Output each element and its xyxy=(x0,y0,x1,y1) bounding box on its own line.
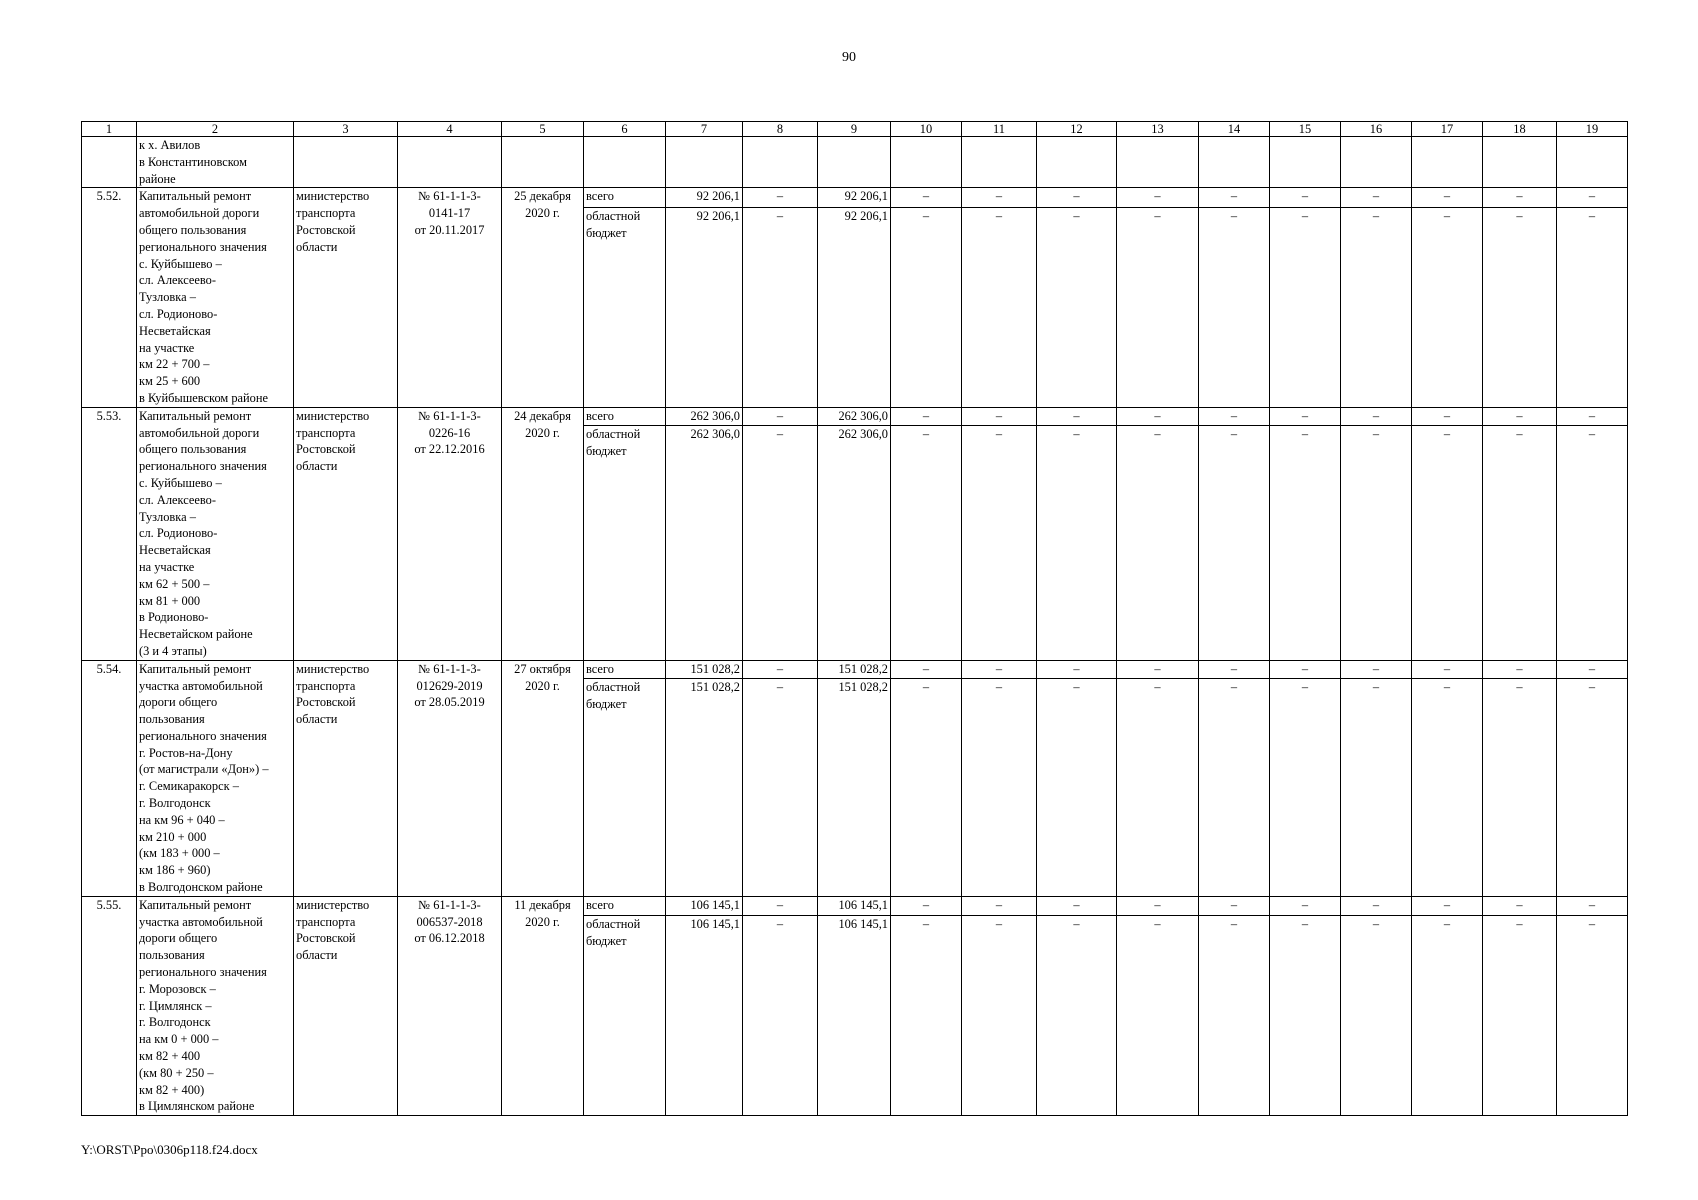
empty-cell xyxy=(1199,137,1270,188)
object-name-line: Капитальный ремонт xyxy=(139,189,252,204)
column-header: 6 xyxy=(584,122,666,137)
empty-cell xyxy=(1037,137,1117,188)
value-cell: – xyxy=(1117,407,1199,425)
customer-line: министерство xyxy=(296,897,370,912)
value-cell: – xyxy=(891,208,962,407)
funding-source xyxy=(584,679,666,896)
object-name-line: в Родионово- xyxy=(139,610,209,625)
object-name-line: регионального значения xyxy=(139,239,267,254)
expertise-document-line: № 61-1-1-3- xyxy=(418,897,481,912)
value-cell: – xyxy=(1483,425,1557,660)
row-number: 5.54. xyxy=(82,660,137,896)
value-cell: – xyxy=(1270,896,1341,915)
funding-source-line: всего xyxy=(586,661,614,676)
value-cell: – xyxy=(1483,188,1557,208)
value-cell: – xyxy=(1270,916,1341,1116)
customer-line: транспорта xyxy=(296,206,356,221)
funding-source xyxy=(584,916,666,1116)
customer-line: министерство xyxy=(296,189,370,204)
completion-date xyxy=(502,896,584,1115)
expertise-document-line: 0226-16 xyxy=(428,425,471,440)
object-name-line: (км 183 + 000 – xyxy=(139,846,220,861)
value-cell: – xyxy=(1557,896,1628,915)
column-header: 14 xyxy=(1199,122,1270,137)
object-name-line: Несветайском районе xyxy=(139,627,253,642)
funding-source-line: бюджет xyxy=(586,443,627,458)
value-cell: – xyxy=(1270,425,1341,660)
value-cell: – xyxy=(1412,407,1483,425)
value-cell: – xyxy=(1341,407,1412,425)
object-name-line: в Цимлянском районе xyxy=(139,1099,255,1114)
customer-line: Ростовской xyxy=(296,222,356,237)
value-cell: – xyxy=(891,188,962,208)
funding-source-line: областной xyxy=(586,917,641,931)
value-cell: – xyxy=(1199,660,1270,679)
expertise-document-line: от 06.12.2018 xyxy=(414,931,485,946)
table-row xyxy=(82,188,1628,208)
object-name-cell xyxy=(137,137,294,188)
value-cell: – xyxy=(1412,896,1483,915)
object-name-line: г. Волгодонск xyxy=(139,796,211,811)
object-name-line: с. Куйбышево – xyxy=(139,475,222,490)
object-name-line: сл. Алексеево- xyxy=(139,492,216,507)
customer-line: области xyxy=(296,459,338,474)
column-header: 19 xyxy=(1557,122,1628,137)
object-name-line: Тузловка – xyxy=(139,509,196,524)
value-cell: – xyxy=(962,425,1037,660)
amount-2020: 262 306,0 xyxy=(818,407,891,425)
object-name-cell-line: в Константиновском xyxy=(139,154,247,169)
value-cell: – xyxy=(1037,916,1117,1116)
row-number: 5.55. xyxy=(82,896,137,1115)
row-number-cell xyxy=(82,137,137,188)
empty-cell xyxy=(891,137,962,188)
value-cell: – xyxy=(1199,896,1270,915)
value-cell: – xyxy=(743,896,818,915)
object-name-line: км 82 + 400) xyxy=(139,1082,205,1097)
total-amount: 92 206,1 xyxy=(666,208,743,407)
empty-cell xyxy=(398,137,502,188)
value-cell: – xyxy=(1483,916,1557,1116)
object-name xyxy=(137,407,294,660)
value-cell: – xyxy=(962,679,1037,896)
value-cell: – xyxy=(1037,407,1117,425)
value-cell: – xyxy=(1199,425,1270,660)
column-header: 12 xyxy=(1037,122,1117,137)
object-name-line: Капитальный ремонт xyxy=(139,661,252,676)
object-name-line: автомобильной дороги xyxy=(139,206,260,221)
expertise-document-line: от 28.05.2019 xyxy=(414,695,485,710)
column-header: 8 xyxy=(743,122,818,137)
completion-date-line: 11 декабря xyxy=(514,897,571,912)
value-cell: – xyxy=(1412,679,1483,896)
total-amount: 262 306,0 xyxy=(666,407,743,425)
expertise-document xyxy=(398,188,502,407)
table-row xyxy=(82,896,1628,915)
value-cell: – xyxy=(962,188,1037,208)
value-cell: – xyxy=(1199,407,1270,425)
column-header: 11 xyxy=(962,122,1037,137)
value-cell: – xyxy=(1199,679,1270,896)
value-cell: – xyxy=(1557,916,1628,1116)
value-cell: – xyxy=(1341,208,1412,407)
completion-date-line: 27 октября xyxy=(514,661,571,676)
expertise-document-line: № 61-1-1-3- xyxy=(418,408,481,423)
value-cell: – xyxy=(891,896,962,915)
column-header: 7 xyxy=(666,122,743,137)
object-name-line: регионального значения xyxy=(139,459,267,474)
value-cell: – xyxy=(1270,679,1341,896)
funding-source xyxy=(584,660,666,679)
object-name-line: г. Семикаракорск – xyxy=(139,779,239,794)
empty-cell xyxy=(502,137,584,188)
total-amount: 106 145,1 xyxy=(666,896,743,915)
object-name-line: общего пользования xyxy=(139,442,247,457)
customer-line: министерство xyxy=(296,408,370,423)
total-amount: 92 206,1 xyxy=(666,188,743,208)
column-header: 17 xyxy=(1412,122,1483,137)
value-cell: – xyxy=(1270,188,1341,208)
budget-table xyxy=(81,121,1628,1116)
object-name-line: сл. Родионово- xyxy=(139,306,218,321)
object-name-line: на км 96 + 040 – xyxy=(139,812,225,827)
object-name-line: автомобильной дороги xyxy=(139,425,260,440)
funding-source-line: всего xyxy=(586,189,614,204)
value-cell: – xyxy=(891,660,962,679)
table-row xyxy=(82,137,1628,188)
value-cell: – xyxy=(1557,407,1628,425)
total-amount: 106 145,1 xyxy=(666,916,743,1116)
object-name-line: г. Цимлянск – xyxy=(139,998,212,1013)
object-name-line: дороги общего xyxy=(139,931,218,946)
completion-date xyxy=(502,660,584,896)
table-body xyxy=(82,122,1628,1116)
column-header: 1 xyxy=(82,122,137,137)
value-cell: – xyxy=(1341,896,1412,915)
customer xyxy=(294,407,398,660)
expertise-document xyxy=(398,896,502,1115)
object-name-line: Тузловка – xyxy=(139,290,196,305)
empty-cell xyxy=(1557,137,1628,188)
object-name xyxy=(137,660,294,896)
object-name-line: в Куйбышевском районе xyxy=(139,390,268,405)
value-cell: – xyxy=(1037,425,1117,660)
empty-cell xyxy=(818,137,891,188)
value-cell: – xyxy=(1117,916,1199,1116)
total-amount: 151 028,2 xyxy=(666,660,743,679)
column-header: 15 xyxy=(1270,122,1341,137)
value-cell: – xyxy=(743,208,818,407)
table-row xyxy=(82,660,1628,679)
value-cell: – xyxy=(743,679,818,896)
object-name-line: сл. Родионово- xyxy=(139,526,218,541)
column-header: 16 xyxy=(1341,122,1412,137)
object-name-line: Несветайская xyxy=(139,543,211,558)
completion-date xyxy=(502,407,584,660)
empty-cell xyxy=(1483,137,1557,188)
total-amount: 151 028,2 xyxy=(666,679,743,896)
customer-line: области xyxy=(296,948,338,963)
object-name-line: км 22 + 700 – xyxy=(139,357,210,372)
value-cell: – xyxy=(891,425,962,660)
customer xyxy=(294,660,398,896)
customer xyxy=(294,188,398,407)
completion-date-line: 2020 г. xyxy=(525,678,560,693)
object-name-line: км 62 + 500 – xyxy=(139,576,210,591)
object-name-line: км 186 + 960) xyxy=(139,863,211,878)
value-cell: – xyxy=(891,916,962,1116)
funding-source xyxy=(584,407,666,425)
value-cell: – xyxy=(1483,660,1557,679)
completion-date xyxy=(502,188,584,407)
expertise-document-line: 012629-2019 xyxy=(416,678,483,693)
completion-date-line: 2020 г. xyxy=(525,425,560,440)
object-name-line: км 81 + 000 xyxy=(139,593,201,608)
object-name-line: участка автомобильной xyxy=(139,914,263,929)
customer-line: Ростовской xyxy=(296,695,356,710)
customer-line: транспорта xyxy=(296,914,356,929)
file-path-footer: Y:\ORST\Ppo\0306p118.f24.docx xyxy=(81,1142,258,1157)
value-cell: – xyxy=(1341,188,1412,208)
object-name-line: г. Морозовск – xyxy=(139,981,216,996)
funding-source xyxy=(584,188,666,208)
value-cell: – xyxy=(1117,896,1199,915)
value-cell: – xyxy=(1199,188,1270,208)
value-cell: – xyxy=(1483,896,1557,915)
value-cell: – xyxy=(1199,916,1270,1116)
expertise-document-line: 0141-17 xyxy=(428,206,471,221)
object-name-line: г. Ростов-на-Дону xyxy=(139,745,233,760)
value-cell: – xyxy=(743,188,818,208)
value-cell: – xyxy=(743,916,818,1116)
funding-source-line: бюджет xyxy=(586,933,627,948)
customer-line: Ростовской xyxy=(296,931,356,946)
amount-2020: 92 206,1 xyxy=(818,208,891,407)
object-name-line: г. Волгодонск xyxy=(139,1015,211,1030)
empty-cell xyxy=(1341,137,1412,188)
object-name-line: на участке xyxy=(139,340,195,355)
empty-cell xyxy=(962,137,1037,188)
value-cell: – xyxy=(1199,208,1270,407)
value-cell: – xyxy=(962,916,1037,1116)
total-amount: 262 306,0 xyxy=(666,425,743,660)
object-name-line: на участке xyxy=(139,559,195,574)
customer-line: транспорта xyxy=(296,425,356,440)
funding-source xyxy=(584,896,666,915)
amount-2020: 92 206,1 xyxy=(818,188,891,208)
value-cell: – xyxy=(1557,660,1628,679)
value-cell: – xyxy=(1117,679,1199,896)
funding-source xyxy=(584,208,666,407)
header-row xyxy=(82,122,1628,137)
expertise-document xyxy=(398,407,502,660)
value-cell: – xyxy=(891,407,962,425)
empty-cell xyxy=(1412,137,1483,188)
value-cell: – xyxy=(1117,660,1199,679)
row-number: 5.52. xyxy=(82,188,137,407)
customer-line: области xyxy=(296,239,338,254)
customer-line: Ростовской xyxy=(296,442,356,457)
value-cell: – xyxy=(1270,208,1341,407)
column-header: 5 xyxy=(502,122,584,137)
value-cell: – xyxy=(1557,208,1628,407)
object-name-line: с. Куйбышево – xyxy=(139,256,222,271)
funding-source-line: областной xyxy=(586,426,641,441)
object-name-line: (3 и 4 этапы) xyxy=(139,643,207,658)
column-header: 10 xyxy=(891,122,962,137)
completion-date-line: 25 декабря xyxy=(514,189,571,204)
object-name-line: Капитальный ремонт xyxy=(139,408,252,423)
completion-date-line: 24 декабря xyxy=(514,408,571,423)
amount-2020: 151 028,2 xyxy=(818,679,891,896)
object-name-line: (от магистрали «Дон») – xyxy=(139,762,269,777)
object-name-line: общего пользования xyxy=(139,222,247,237)
value-cell: – xyxy=(1483,679,1557,896)
value-cell: – xyxy=(1117,425,1199,660)
object-name-line: на км 0 + 000 – xyxy=(139,1032,219,1047)
value-cell: – xyxy=(1037,896,1117,915)
empty-cell xyxy=(1270,137,1341,188)
value-cell: – xyxy=(1037,188,1117,208)
amount-2020: 106 145,1 xyxy=(818,916,891,1116)
column-header: 18 xyxy=(1483,122,1557,137)
object-name-line: участка автомобильной xyxy=(139,678,263,693)
funding-source-line: областной xyxy=(586,680,641,695)
customer-line: министерство xyxy=(296,661,370,676)
object-name-line: км 82 + 400 xyxy=(139,1049,201,1064)
value-cell: – xyxy=(743,407,818,425)
funding-source-line: всего xyxy=(586,408,614,423)
value-cell: – xyxy=(1557,679,1628,896)
expertise-document-line: 006537-2018 xyxy=(416,914,483,929)
value-cell: – xyxy=(1037,679,1117,896)
funding-source-line: бюджет xyxy=(586,226,627,241)
object-name-line: км 210 + 000 xyxy=(139,829,207,844)
table-row xyxy=(82,407,1628,425)
value-cell: – xyxy=(891,679,962,896)
amount-2020: 151 028,2 xyxy=(818,660,891,679)
object-name-line: дороги общего xyxy=(139,695,218,710)
funding-source-line: бюджет xyxy=(586,697,627,712)
value-cell: – xyxy=(1037,208,1117,407)
object-name-line: регионального значения xyxy=(139,965,267,980)
customer-line: области xyxy=(296,712,338,727)
object-name-line: сл. Алексеево- xyxy=(139,273,216,288)
value-cell: – xyxy=(962,660,1037,679)
amount-2020: 106 145,1 xyxy=(818,896,891,915)
expertise-document-line: от 22.12.2016 xyxy=(414,442,485,457)
value-cell: – xyxy=(1483,208,1557,407)
object-name-line: в Волгодонском районе xyxy=(139,880,263,895)
empty-cell xyxy=(743,137,818,188)
value-cell: – xyxy=(1341,425,1412,660)
object-name-line: пользования xyxy=(139,712,205,727)
empty-cell xyxy=(584,137,666,188)
expertise-document-line: № 61-1-1-3- xyxy=(418,661,481,676)
empty-cell xyxy=(1117,137,1199,188)
value-cell: – xyxy=(1412,188,1483,208)
value-cell: – xyxy=(1037,660,1117,679)
object-name-line: (км 80 + 250 – xyxy=(139,1065,214,1080)
customer-line: транспорта xyxy=(296,678,356,693)
page-number: 90 xyxy=(842,50,856,65)
value-cell: – xyxy=(1483,407,1557,425)
value-cell: – xyxy=(1412,916,1483,1116)
object-name-line: регионального значения xyxy=(139,728,267,743)
value-cell: – xyxy=(1117,208,1199,407)
object-name-line: км 25 + 600 xyxy=(139,374,201,389)
expertise-document-line: № 61-1-1-3- xyxy=(418,189,481,204)
customer xyxy=(294,896,398,1115)
object-name xyxy=(137,896,294,1115)
value-cell: – xyxy=(1341,660,1412,679)
value-cell: – xyxy=(962,208,1037,407)
funding-source-line: областной xyxy=(586,209,641,224)
value-cell: – xyxy=(1270,660,1341,679)
value-cell: – xyxy=(1341,679,1412,896)
expertise-document xyxy=(398,660,502,896)
object-name-cell-line: районе xyxy=(139,171,176,186)
value-cell: – xyxy=(1270,407,1341,425)
value-cell: – xyxy=(962,407,1037,425)
value-cell: – xyxy=(1412,660,1483,679)
value-cell: – xyxy=(1117,188,1199,208)
object-name-line: Несветайская xyxy=(139,323,211,338)
expertise-document-line: от 20.11.2017 xyxy=(414,222,485,237)
column-header: 4 xyxy=(398,122,502,137)
value-cell: – xyxy=(1412,425,1483,660)
empty-cell xyxy=(294,137,398,188)
value-cell: – xyxy=(962,896,1037,915)
object-name-line: пользования xyxy=(139,948,205,963)
completion-date-line: 2020 г. xyxy=(525,914,560,929)
column-header: 13 xyxy=(1117,122,1199,137)
value-cell: – xyxy=(743,425,818,660)
value-cell: – xyxy=(1341,916,1412,1116)
value-cell: – xyxy=(1557,425,1628,660)
value-cell: – xyxy=(1557,188,1628,208)
column-header: 3 xyxy=(294,122,398,137)
empty-cell xyxy=(666,137,743,188)
completion-date-line: 2020 г. xyxy=(525,206,560,221)
funding-source-line: всего xyxy=(586,897,614,912)
amount-2020: 262 306,0 xyxy=(818,425,891,660)
column-header: 2 xyxy=(137,122,294,137)
object-name-cell-line: к х. Авилов xyxy=(139,138,201,152)
value-cell: – xyxy=(743,660,818,679)
column-header: 9 xyxy=(818,122,891,137)
value-cell: – xyxy=(1412,208,1483,407)
row-number: 5.53. xyxy=(82,407,137,660)
object-name xyxy=(137,188,294,407)
funding-source xyxy=(584,425,666,660)
object-name-line: Капитальный ремонт xyxy=(139,897,252,912)
